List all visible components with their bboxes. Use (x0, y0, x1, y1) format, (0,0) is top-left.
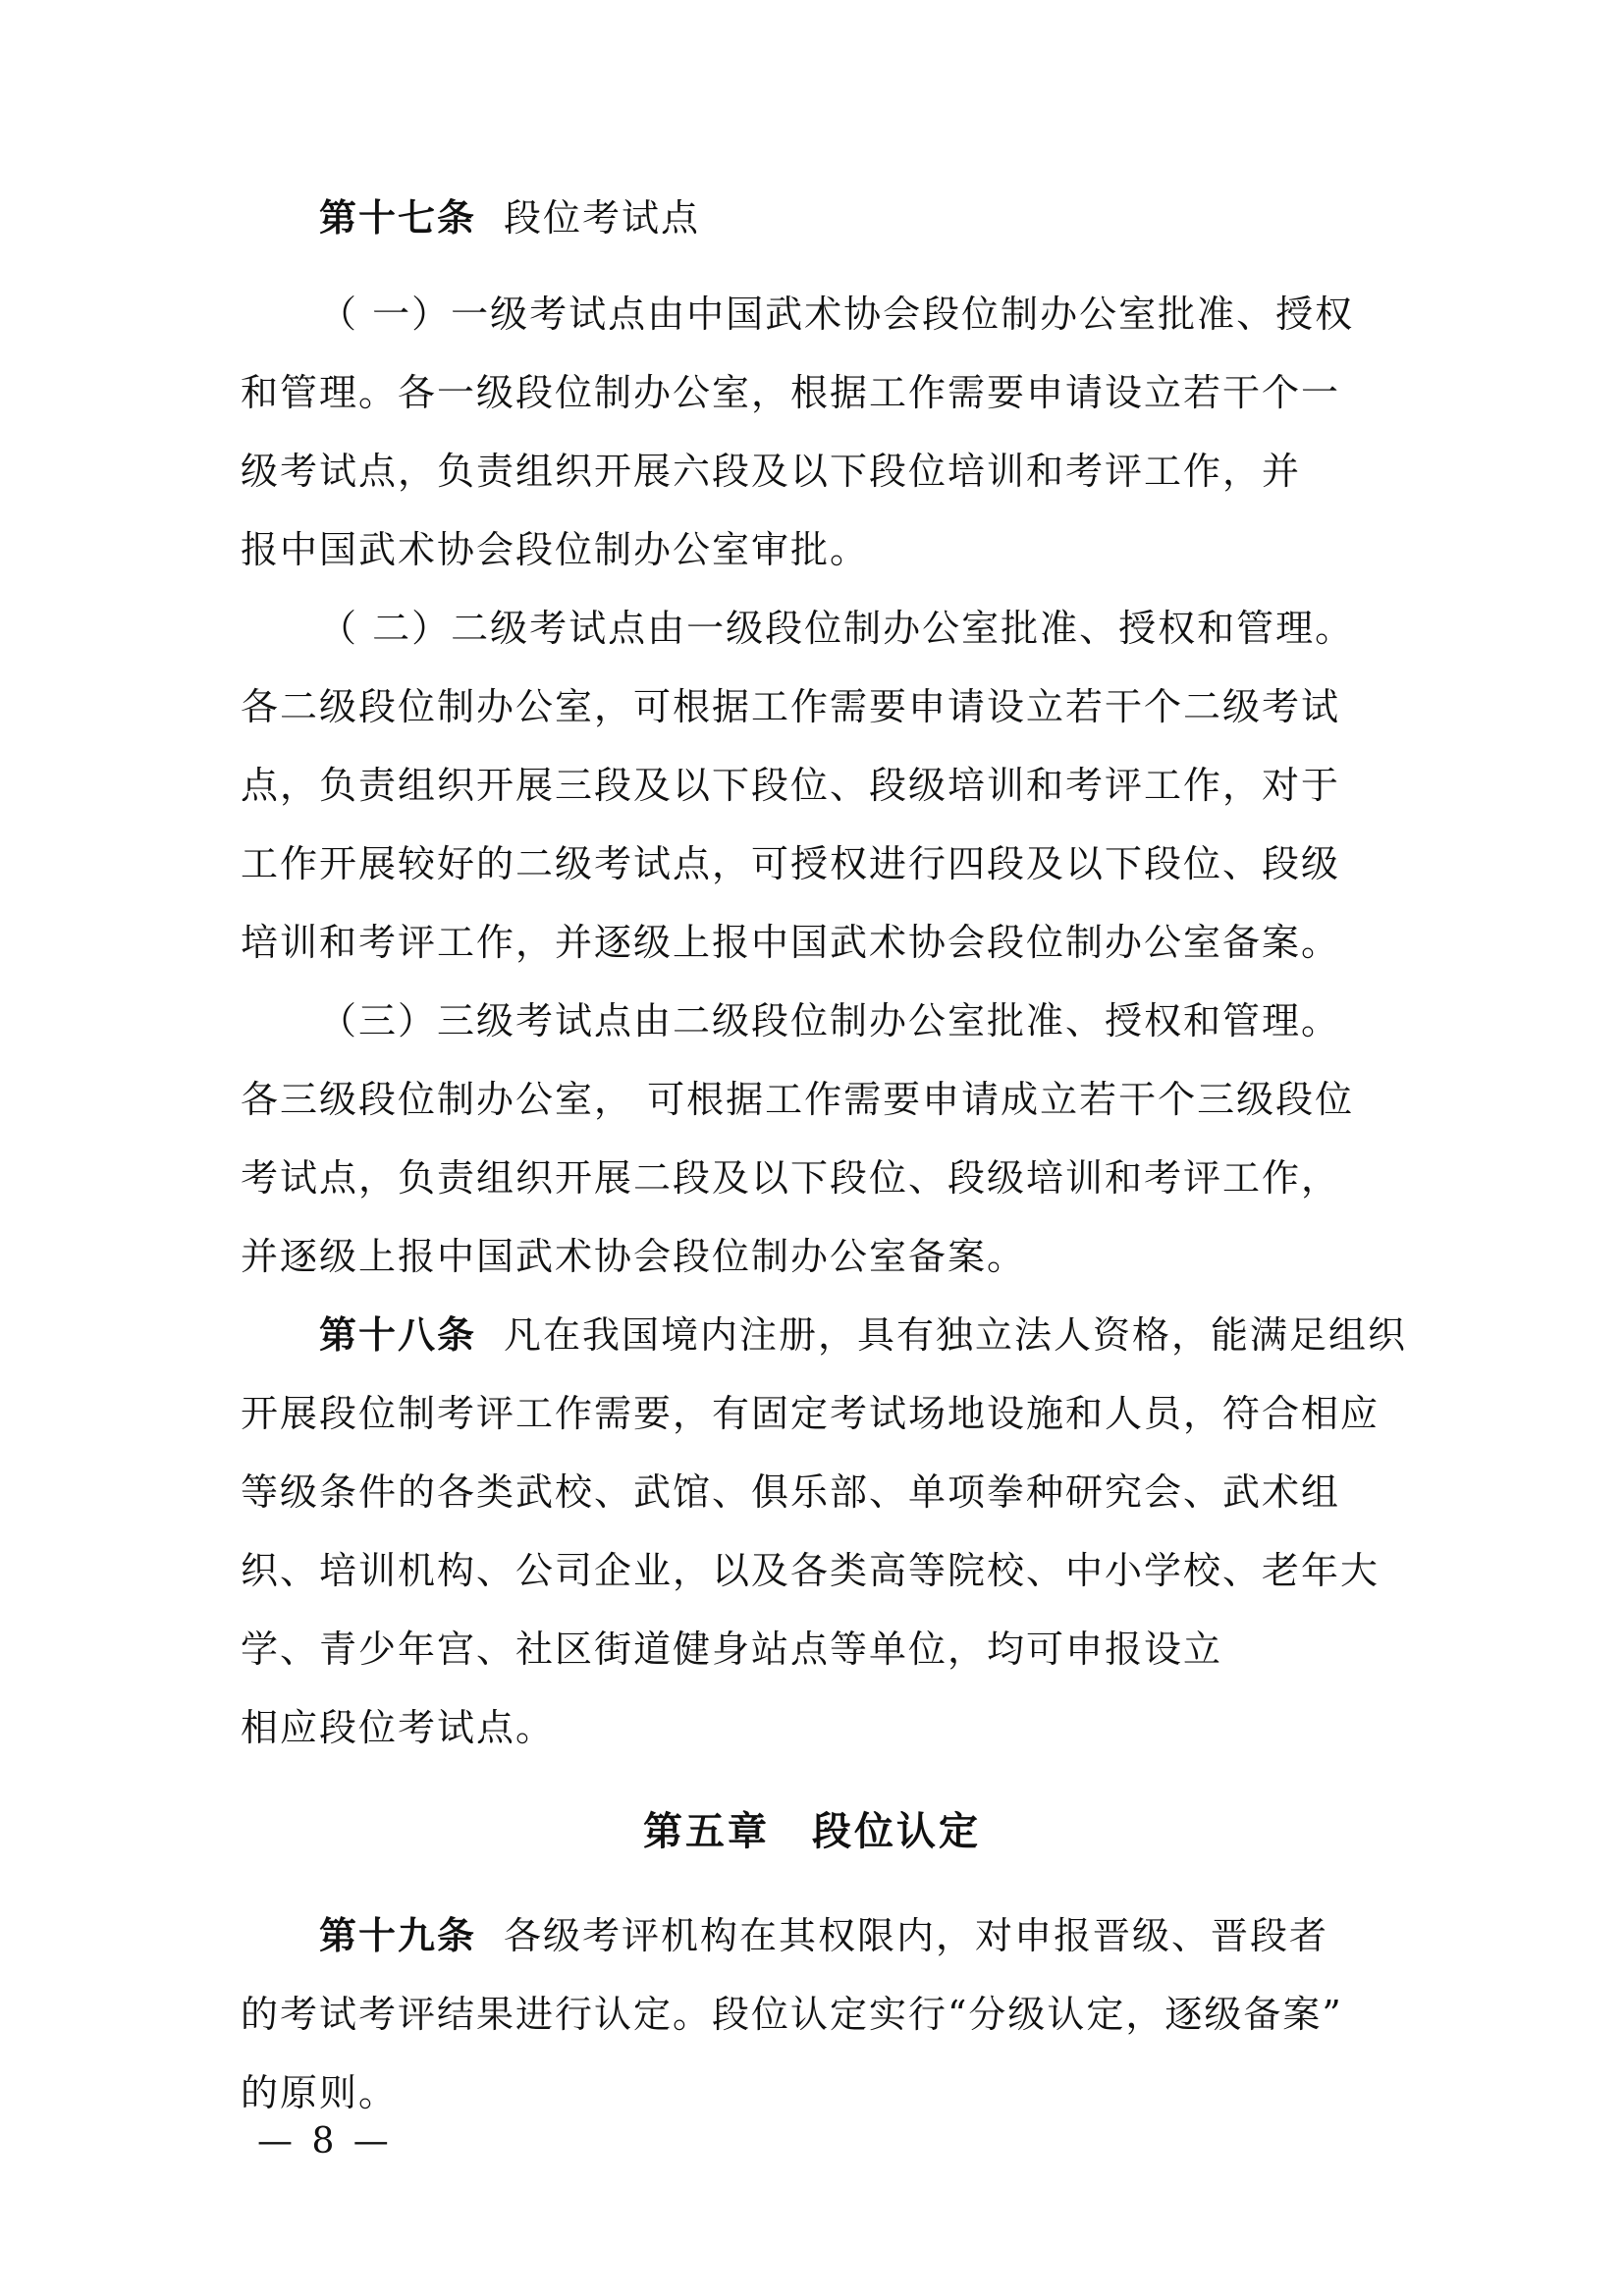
article-17-heading (319, 192, 700, 243)
paragraph-line: 等级条件的各类武校、武馆、俱乐部、单项拳种研究会、武术组 (241, 1470, 1341, 1514)
paragraph-line: 各二级段位制办公室，可根据工作需要申请设立若干个二级考试 (241, 685, 1341, 728)
article-17-subtitle: 段位考试点 (504, 196, 701, 240)
paragraph-line: 和管理。各一级段位制办公室，根据工作需要申请设立若干个一 (241, 371, 1341, 414)
paragraph-line: 相应段位考试点。 (241, 1706, 556, 1749)
paragraph-line: 织、培训机构、公司企业，以及各类高等院校、中小学校、老年大 (241, 1549, 1380, 1592)
paragraph-line: 的原则。 (241, 2071, 399, 2114)
article-19-first-line (319, 1910, 1328, 1961)
paragraph-line: 凡在我国境内注册，具有独立法人资格，能满足组织 (504, 1313, 1408, 1357)
paragraph-line: 各级考评机构在其权限内，对申报晋级、晋段者 (504, 1914, 1329, 1957)
paragraph-line: 报中国武术协会段位制办公室审批。 (241, 528, 870, 571)
paragraph-line: 开展段位制考评工作需要，有固定考试场地设施和人员，符合相应 (241, 1392, 1380, 1435)
article-17-title: 第十七条 (319, 196, 477, 240)
paragraph-line: 学、青少年宫、社区街道健身站点等单位，均可申报设立 (241, 1628, 1223, 1671)
article-18-title: 第十八条 (319, 1313, 477, 1357)
paragraph-line: 级考试点，负责组织开展六段及以下段位培训和考评工作，并 (241, 450, 1302, 493)
page-number: — 8 — (257, 2121, 393, 2162)
chapter-heading: 第五章 段位认定 (643, 1809, 981, 1854)
paragraph-line: 考试点，负责组织开展二段及以下段位、段级培训和考评工作， (241, 1156, 1341, 1200)
paragraph-line: 并逐级上报中国武术协会段位制办公室备案。 (241, 1235, 1027, 1278)
paragraph-line: 培训和考评工作，并逐级上报中国武术协会段位制办公室备案。 (241, 921, 1341, 964)
article-18-first-line (319, 1309, 1407, 1361)
paragraph-line: 点，负责组织开展三段及以下段位、段级培训和考评工作，对于 (241, 764, 1341, 807)
paragraph-line: 各三级段位制办公室， 可根据工作需要申请成立若干个三级段位 (241, 1078, 1355, 1121)
article-19-title: 第十九条 (319, 1914, 477, 1957)
paragraph-line: 工作开展较好的二级考试点，可授权进行四段及以下段位、段级 (241, 842, 1341, 885)
paragraph-line: 的考试考评结果进行认定。段位认定实行“分级认定，逐级备案” (241, 1993, 1343, 2036)
paragraph-line: （ 二）二级考试点由一级段位制办公室批准、授权和管理。 (319, 607, 1355, 650)
paragraph-line: （三）三级考试点由二级段位制办公室批准、授权和管理。 (319, 999, 1341, 1042)
paragraph-line: （ 一）一级考试点由中国武术协会段位制办公室批准、授权 (319, 293, 1355, 336)
